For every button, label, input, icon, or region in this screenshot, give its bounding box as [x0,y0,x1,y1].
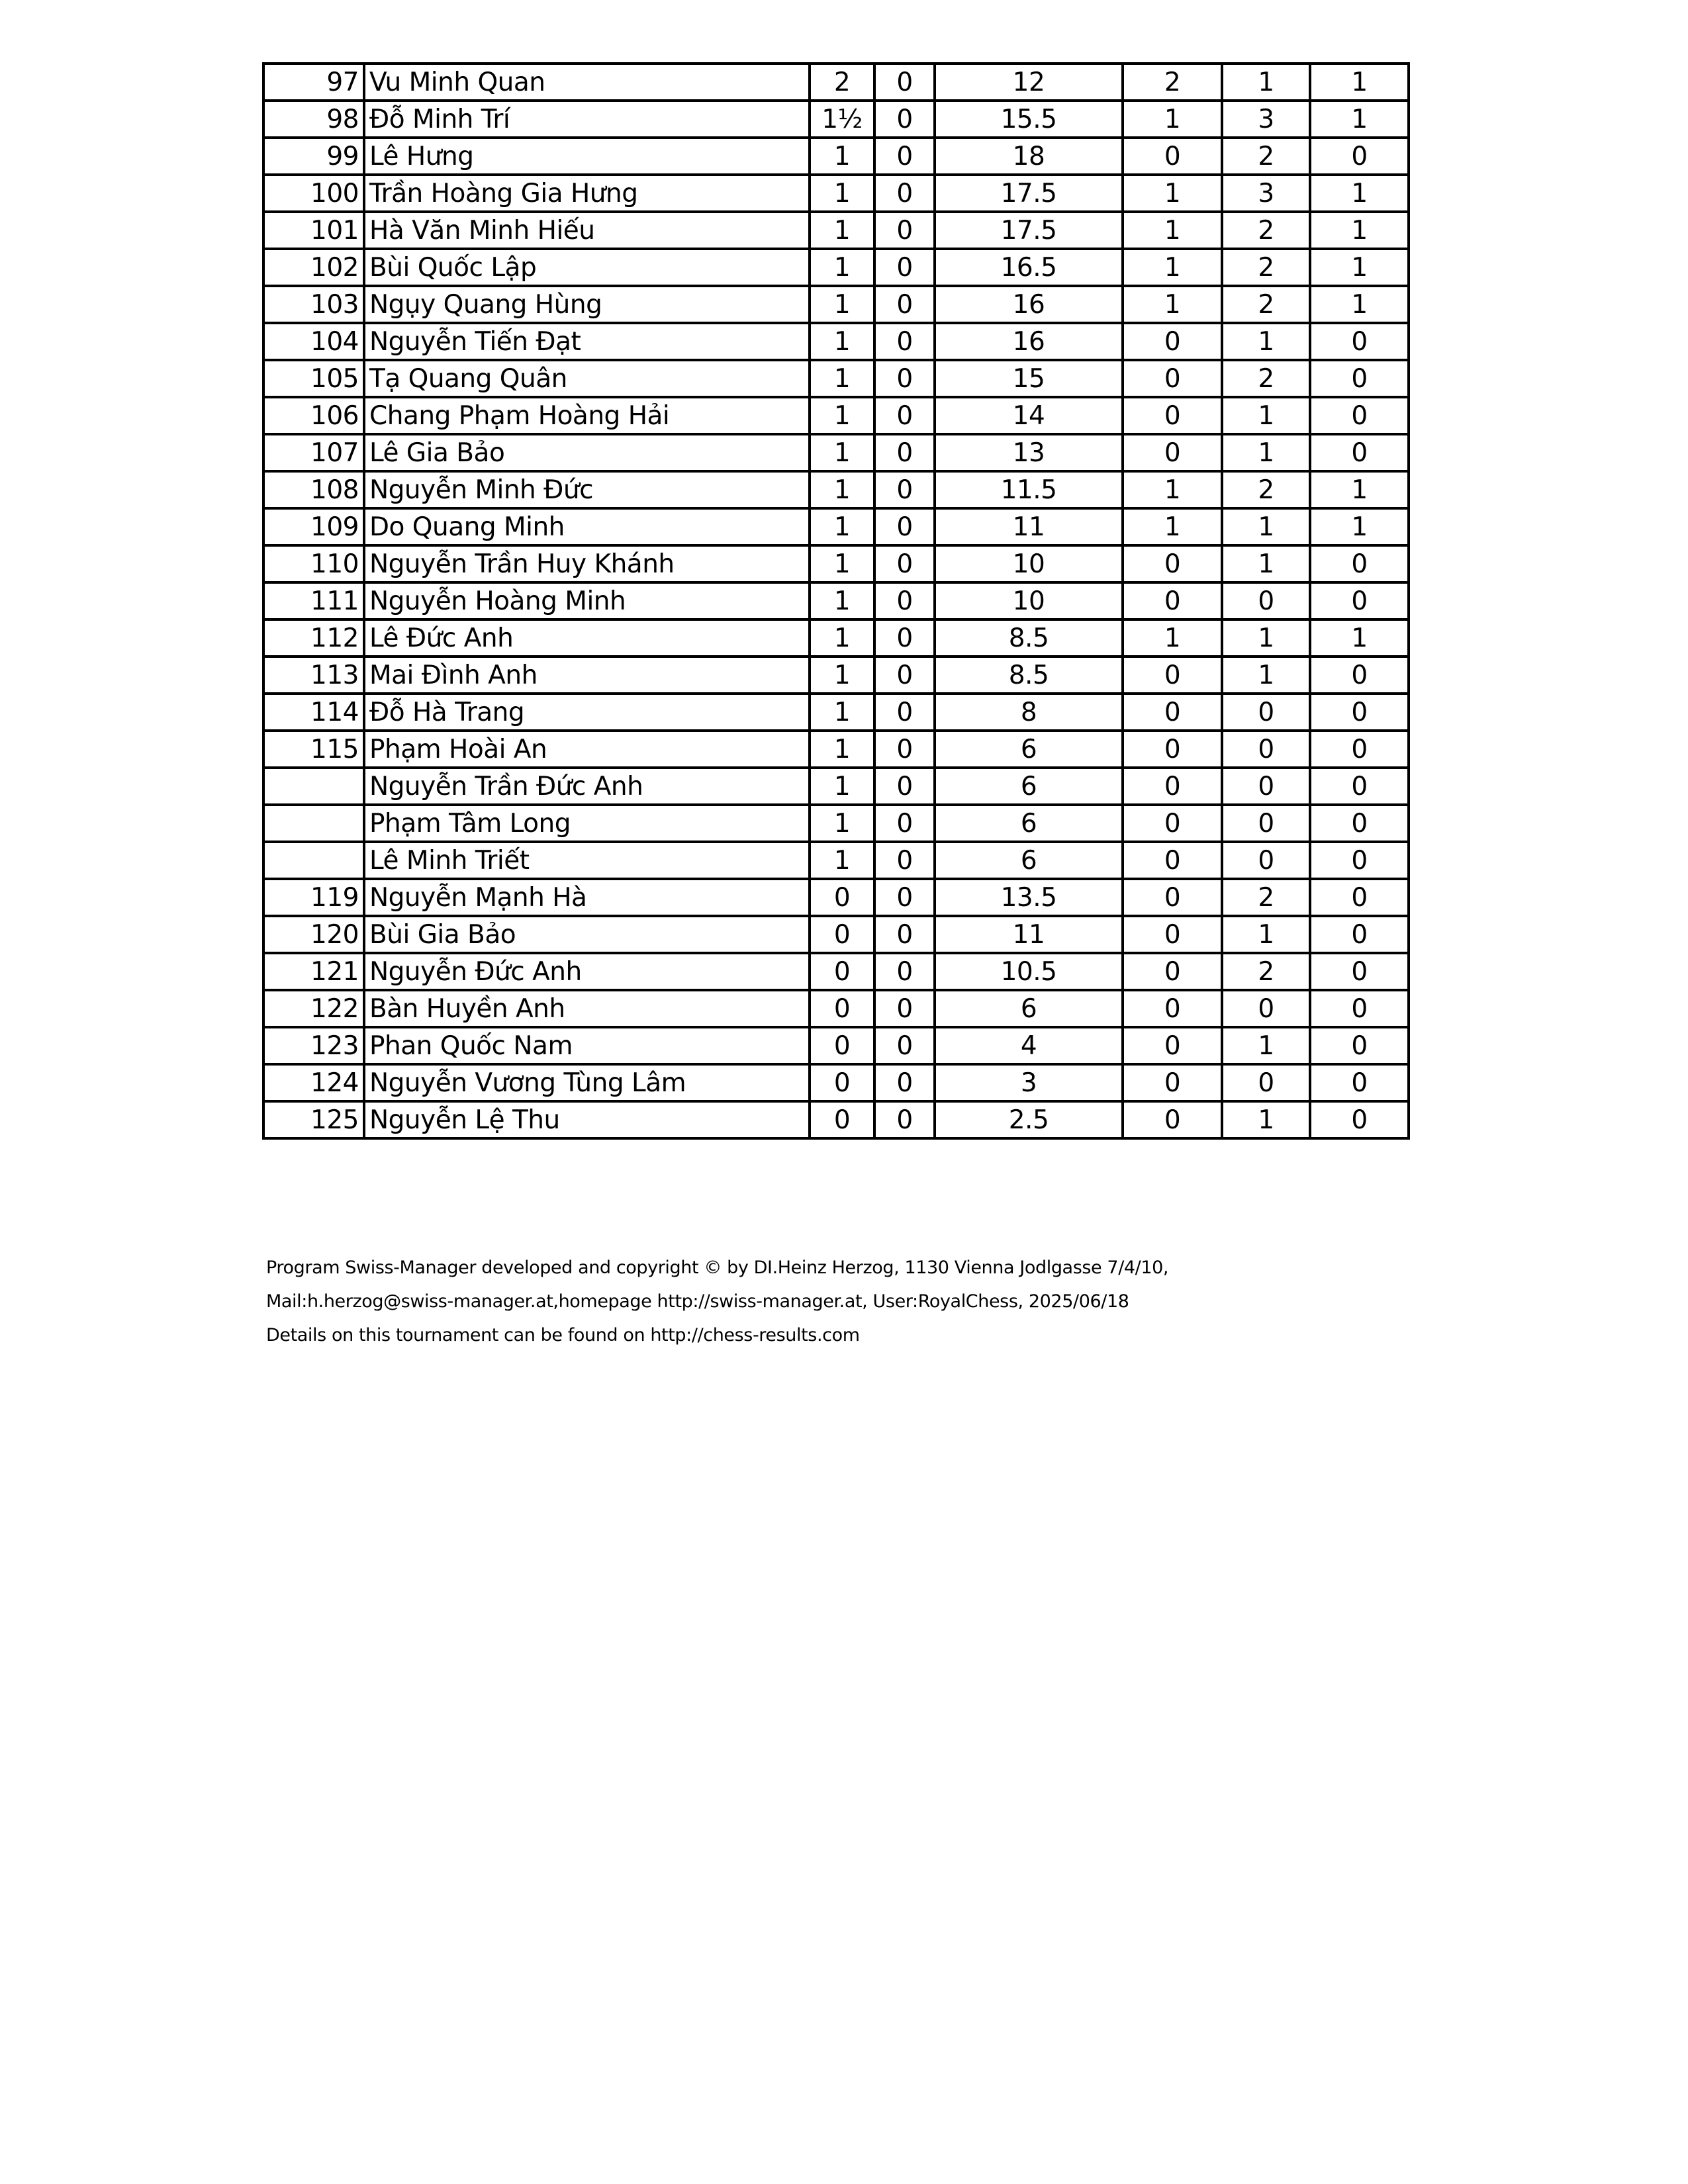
tiebreak-4-cell: 1 [1222,1101,1310,1138]
player-name-cell: Nguyễn Trần Huy Khánh [364,545,810,582]
footer-details-link: Details on this tournament can be found on http://chess-results.com [266,1325,860,1345]
points-cell: 0 [810,953,874,990]
tiebreak-3-cell: 0 [1123,694,1222,731]
rank-cell: 97 [263,64,364,101]
table-row [263,471,1409,508]
rank-cell: 123 [263,1027,364,1064]
tiebreak-2-cell: 3 [935,1064,1123,1101]
tiebreak-2-cell: 13.5 [935,879,1123,916]
tiebreak-4-cell: 0 [1222,731,1310,768]
tiebreak-5-cell: 1 [1310,508,1409,545]
player-name-cell: Phạm Tâm Long [364,805,810,842]
tiebreak-5-cell: 0 [1310,916,1409,953]
tiebreak-5-cell: 0 [1310,842,1409,879]
points-cell: 1 [810,138,874,175]
player-name-cell: Nguyễn Lệ Thu [364,1101,810,1138]
footer-copyright: Program Swiss-Manager developed and copyright © by DI.Heinz Herzog, 1130 Vienna Jodlgasse 7/4/10, [266,1257,1169,1278]
points-cell: 1 [810,657,874,694]
tiebreak-2-cell: 8.5 [935,657,1123,694]
tiebreak-3-cell: 1 [1123,286,1222,323]
points-cell: 0 [810,1064,874,1101]
player-name-cell: Phạm Hoài An [364,731,810,768]
tiebreak-1-cell: 0 [874,694,935,731]
tiebreak-1-cell: 0 [874,879,935,916]
player-name-cell: Bùi Quốc Lập [364,249,810,286]
tiebreak-1-cell: 0 [874,249,935,286]
tiebreak-1-cell: 0 [874,1101,935,1138]
tiebreak-1-cell: 0 [874,545,935,582]
points-cell: 1 [810,842,874,879]
tiebreak-5-cell: 1 [1310,64,1409,101]
table-row [263,842,1409,879]
player-name-cell: Bùi Gia Bảo [364,916,810,953]
standings-table [262,62,1410,1140]
tiebreak-3-cell: 0 [1123,805,1222,842]
points-cell: 1 [810,619,874,657]
points-cell: 1 [810,582,874,619]
points-cell: 1 [810,175,874,212]
tiebreak-2-cell: 6 [935,990,1123,1027]
table-row [263,619,1409,657]
rank-cell [263,768,364,805]
rank-cell: 98 [263,101,364,138]
tiebreak-1-cell: 0 [874,657,935,694]
tiebreak-3-cell: 1 [1123,249,1222,286]
tiebreak-3-cell: 0 [1123,916,1222,953]
tiebreak-1-cell: 0 [874,175,935,212]
points-cell: 1 [810,805,874,842]
tiebreak-1-cell: 0 [874,434,935,471]
tiebreak-3-cell: 0 [1123,397,1222,434]
tiebreak-3-cell: 1 [1123,508,1222,545]
points-cell: 1 [810,286,874,323]
tiebreak-1-cell: 0 [874,916,935,953]
player-name-cell: Ngụy Quang Hùng [364,286,810,323]
tiebreak-1-cell: 0 [874,471,935,508]
rank-cell: 122 [263,990,364,1027]
tiebreak-3-cell: 0 [1123,323,1222,360]
tiebreak-4-cell: 1 [1222,619,1310,657]
rank-cell: 109 [263,508,364,545]
tiebreak-5-cell: 0 [1310,1101,1409,1138]
table-row [263,953,1409,990]
points-cell: 1 [810,249,874,286]
tiebreak-1-cell: 0 [874,990,935,1027]
rank-cell: 119 [263,879,364,916]
tiebreak-4-cell: 2 [1222,360,1310,397]
table-row [263,805,1409,842]
tiebreak-5-cell: 1 [1310,101,1409,138]
tiebreak-5-cell: 0 [1310,953,1409,990]
table-row [263,916,1409,953]
points-cell: 1 [810,731,874,768]
tiebreak-1-cell: 0 [874,731,935,768]
tiebreak-5-cell: 0 [1310,768,1409,805]
tiebreak-3-cell: 0 [1123,545,1222,582]
tiebreak-4-cell: 0 [1222,805,1310,842]
points-cell: 2 [810,64,874,101]
tiebreak-4-cell: 0 [1222,694,1310,731]
player-name-cell: Bàn Huyền Anh [364,990,810,1027]
points-cell: 1½ [810,101,874,138]
tiebreak-2-cell: 12 [935,64,1123,101]
tiebreak-5-cell: 0 [1310,990,1409,1027]
rank-cell: 99 [263,138,364,175]
rank-cell: 121 [263,953,364,990]
tiebreak-1-cell: 0 [874,842,935,879]
player-name-cell: Nguyễn Minh Đức [364,471,810,508]
player-name-cell: Do Quang Minh [364,508,810,545]
tiebreak-4-cell: 1 [1222,545,1310,582]
table-row [263,249,1409,286]
table-row [263,1101,1409,1138]
tiebreak-1-cell: 0 [874,1027,935,1064]
tiebreak-3-cell: 0 [1123,360,1222,397]
points-cell: 0 [810,1101,874,1138]
tiebreak-5-cell: 0 [1310,582,1409,619]
tiebreak-1-cell: 0 [874,323,935,360]
tiebreak-2-cell: 17.5 [935,175,1123,212]
points-cell: 1 [810,508,874,545]
tiebreak-5-cell: 1 [1310,619,1409,657]
table-row [263,323,1409,360]
tiebreak-1-cell: 0 [874,582,935,619]
tiebreak-3-cell: 1 [1123,471,1222,508]
tiebreak-2-cell: 11 [935,508,1123,545]
tiebreak-5-cell: 0 [1310,1064,1409,1101]
tiebreak-5-cell: 0 [1310,731,1409,768]
tiebreak-3-cell: 0 [1123,1027,1222,1064]
table-row [263,101,1409,138]
tiebreak-5-cell: 1 [1310,471,1409,508]
tiebreak-2-cell: 2.5 [935,1101,1123,1138]
tiebreak-2-cell: 16 [935,286,1123,323]
rank-cell: 124 [263,1064,364,1101]
player-name-cell: Trần Hoàng Gia Hưng [364,175,810,212]
tiebreak-5-cell: 0 [1310,360,1409,397]
tiebreak-3-cell: 0 [1123,434,1222,471]
tiebreak-4-cell: 1 [1222,1027,1310,1064]
points-cell: 1 [810,545,874,582]
tiebreak-5-cell: 0 [1310,323,1409,360]
tiebreak-4-cell: 0 [1222,768,1310,805]
rank-cell [263,805,364,842]
tiebreak-1-cell: 0 [874,805,935,842]
tiebreak-5-cell: 0 [1310,694,1409,731]
tiebreak-5-cell: 0 [1310,138,1409,175]
tiebreak-3-cell: 0 [1123,842,1222,879]
table-row [263,175,1409,212]
table-row [263,212,1409,249]
tiebreak-4-cell: 0 [1222,842,1310,879]
rank-cell: 107 [263,434,364,471]
table-row [263,508,1409,545]
rank-cell: 100 [263,175,364,212]
tiebreak-2-cell: 6 [935,768,1123,805]
table-row [263,731,1409,768]
player-name-cell: Nguyễn Mạnh Hà [364,879,810,916]
tiebreak-3-cell: 0 [1123,1101,1222,1138]
tiebreak-2-cell: 10 [935,582,1123,619]
tiebreak-4-cell: 2 [1222,879,1310,916]
tiebreak-4-cell: 3 [1222,175,1310,212]
tiebreak-1-cell: 0 [874,286,935,323]
tiebreak-2-cell: 11.5 [935,471,1123,508]
tiebreak-4-cell: 3 [1222,101,1310,138]
tiebreak-2-cell: 16.5 [935,249,1123,286]
tiebreak-2-cell: 13 [935,434,1123,471]
tiebreak-5-cell: 1 [1310,175,1409,212]
table-row [263,138,1409,175]
player-name-cell: Đỗ Hà Trang [364,694,810,731]
points-cell: 1 [810,434,874,471]
points-cell: 1 [810,397,874,434]
tiebreak-4-cell: 0 [1222,582,1310,619]
table-row [263,545,1409,582]
table-row [263,397,1409,434]
tiebreak-4-cell: 1 [1222,64,1310,101]
tiebreak-1-cell: 0 [874,1064,935,1101]
rank-cell: 112 [263,619,364,657]
tiebreak-3-cell: 0 [1123,768,1222,805]
tiebreak-2-cell: 8.5 [935,619,1123,657]
player-name-cell: Hà Văn Minh Hiếu [364,212,810,249]
tiebreak-5-cell: 1 [1310,249,1409,286]
player-name-cell: Nguyễn Tiến Đạt [364,323,810,360]
tiebreak-4-cell: 1 [1222,508,1310,545]
tiebreak-2-cell: 11 [935,916,1123,953]
player-name-cell: Nguyễn Vương Tùng Lâm [364,1064,810,1101]
tiebreak-5-cell: 0 [1310,545,1409,582]
tiebreak-1-cell: 0 [874,508,935,545]
tiebreak-4-cell: 2 [1222,286,1310,323]
tiebreak-2-cell: 15 [935,360,1123,397]
table-row [263,879,1409,916]
points-cell: 1 [810,323,874,360]
tiebreak-3-cell: 0 [1123,990,1222,1027]
tiebreak-3-cell: 0 [1123,582,1222,619]
tiebreak-2-cell: 4 [935,1027,1123,1064]
tiebreak-2-cell: 6 [935,731,1123,768]
tiebreak-3-cell: 1 [1123,619,1222,657]
tiebreak-5-cell: 1 [1310,286,1409,323]
rank-cell: 105 [263,360,364,397]
table-row [263,434,1409,471]
table-row [263,768,1409,805]
rank-cell: 102 [263,249,364,286]
player-name-cell: Chang Phạm Hoàng Hải [364,397,810,434]
tiebreak-3-cell: 0 [1123,138,1222,175]
tiebreak-1-cell: 0 [874,212,935,249]
points-cell: 1 [810,360,874,397]
tiebreak-4-cell: 2 [1222,212,1310,249]
rank-cell: 103 [263,286,364,323]
player-name-cell: Mai Đình Anh [364,657,810,694]
player-name-cell: Nguyễn Đức Anh [364,953,810,990]
tiebreak-2-cell: 8 [935,694,1123,731]
player-name-cell: Nguyễn Hoàng Minh [364,582,810,619]
tiebreak-2-cell: 18 [935,138,1123,175]
tiebreak-2-cell: 10.5 [935,953,1123,990]
player-name-cell: Lê Đức Anh [364,619,810,657]
points-cell: 1 [810,694,874,731]
player-name-cell: Lê Hưng [364,138,810,175]
points-cell: 1 [810,768,874,805]
tiebreak-4-cell: 2 [1222,249,1310,286]
table-row [263,657,1409,694]
tiebreak-4-cell: 1 [1222,916,1310,953]
tiebreak-3-cell: 1 [1123,212,1222,249]
tiebreak-5-cell: 0 [1310,1027,1409,1064]
points-cell: 0 [810,879,874,916]
player-name-cell: Lê Gia Bảo [364,434,810,471]
tiebreak-3-cell: 1 [1123,101,1222,138]
rank-cell [263,842,364,879]
tiebreak-2-cell: 6 [935,805,1123,842]
tiebreak-2-cell: 17.5 [935,212,1123,249]
tiebreak-3-cell: 0 [1123,657,1222,694]
tiebreak-1-cell: 0 [874,768,935,805]
tiebreak-4-cell: 1 [1222,657,1310,694]
tiebreak-4-cell: 0 [1222,1064,1310,1101]
tiebreak-4-cell: 2 [1222,953,1310,990]
table-row [263,1064,1409,1101]
tiebreak-5-cell: 0 [1310,657,1409,694]
tiebreak-5-cell: 0 [1310,397,1409,434]
tiebreak-1-cell: 0 [874,64,935,101]
rank-cell: 110 [263,545,364,582]
tiebreak-1-cell: 0 [874,360,935,397]
player-name-cell: Tạ Quang Quân [364,360,810,397]
tiebreak-2-cell: 15.5 [935,101,1123,138]
table-row [263,286,1409,323]
tiebreak-5-cell: 0 [1310,805,1409,842]
tiebreak-4-cell: 2 [1222,138,1310,175]
points-cell: 0 [810,990,874,1027]
rank-cell: 113 [263,657,364,694]
tiebreak-1-cell: 0 [874,619,935,657]
tiebreak-3-cell: 0 [1123,953,1222,990]
points-cell: 0 [810,916,874,953]
rank-cell: 111 [263,582,364,619]
tiebreak-4-cell: 2 [1222,471,1310,508]
rank-cell: 114 [263,694,364,731]
table-row [263,990,1409,1027]
footer-contact: Mail:h.herzog@swiss-manager.at,homepage http://swiss-manager.at, User:RoyalChess, 2025/06/18 [266,1291,1129,1312]
table-row [263,582,1409,619]
tiebreak-2-cell: 14 [935,397,1123,434]
tiebreak-1-cell: 0 [874,138,935,175]
tiebreak-3-cell: 0 [1123,1064,1222,1101]
tiebreak-3-cell: 0 [1123,879,1222,916]
tiebreak-2-cell: 16 [935,323,1123,360]
tiebreak-3-cell: 1 [1123,175,1222,212]
table-row [263,694,1409,731]
table-row [263,360,1409,397]
standings-rows [263,64,1409,1138]
player-name-cell: Vu Minh Quan [364,64,810,101]
tiebreak-4-cell: 1 [1222,434,1310,471]
tiebreak-5-cell: 1 [1310,212,1409,249]
tiebreak-1-cell: 0 [874,101,935,138]
rank-cell: 104 [263,323,364,360]
tiebreak-5-cell: 0 [1310,879,1409,916]
rank-cell: 108 [263,471,364,508]
table-row [263,64,1409,101]
tiebreak-4-cell: 0 [1222,990,1310,1027]
footer [266,1251,1168,1352]
points-cell: 0 [810,1027,874,1064]
tiebreak-4-cell: 1 [1222,323,1310,360]
points-cell: 1 [810,471,874,508]
rank-cell: 106 [263,397,364,434]
player-name-cell: Nguyễn Trần Đức Anh [364,768,810,805]
rank-cell: 101 [263,212,364,249]
rank-cell: 120 [263,916,364,953]
player-name-cell: Đỗ Minh Trí [364,101,810,138]
tiebreak-4-cell: 1 [1222,397,1310,434]
tiebreak-2-cell: 6 [935,842,1123,879]
rank-cell: 125 [263,1101,364,1138]
tiebreak-3-cell: 2 [1123,64,1222,101]
tiebreak-1-cell: 0 [874,953,935,990]
tiebreak-5-cell: 0 [1310,434,1409,471]
player-name-cell: Phan Quốc Nam [364,1027,810,1064]
points-cell: 1 [810,212,874,249]
tiebreak-2-cell: 10 [935,545,1123,582]
tiebreak-3-cell: 0 [1123,731,1222,768]
tiebreak-1-cell: 0 [874,397,935,434]
table-row [263,1027,1409,1064]
rank-cell: 115 [263,731,364,768]
player-name-cell: Lê Minh Triết [364,842,810,879]
